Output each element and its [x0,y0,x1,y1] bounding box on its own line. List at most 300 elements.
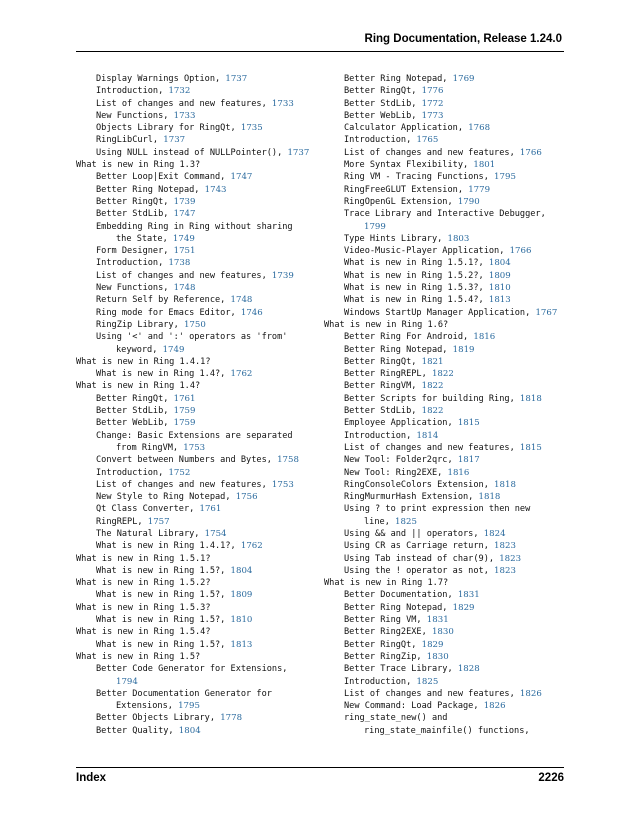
index-entry [324,221,564,233]
index-entry [76,651,316,663]
index-column-right [324,73,564,737]
page-link[interactable]: 1818 [519,393,542,404]
index-entry [324,98,564,110]
page-link[interactable]: 1753 [183,442,206,453]
index-entry [324,147,564,159]
page-link[interactable]: 1759 [173,406,196,417]
index-entry [324,405,564,417]
footer-rule [76,767,564,768]
index-entry-text: Better Ring Notepad, [344,74,453,84]
index-entry-text: What is new in Ring 1.5?, [96,615,231,626]
index-entry-text: Better Ring2EXE, [344,627,432,638]
page-link[interactable]: 1733 [173,110,196,121]
index-entry-text: ring_state_new() and [344,713,448,724]
index-entry-text: Better Trace Library, [344,664,458,675]
index-entry-text: What is new in Ring 1.5.4?, [344,295,489,306]
index-entry [76,282,316,294]
index-entry-text: Using the ! operator as not, [344,565,495,576]
index-entry-text: What is new in Ring 1.4.1? [76,356,211,367]
index-entry-text: Video-Music-Player Application, [344,246,510,257]
page-link[interactable]: 1752 [168,467,191,478]
index-entry-text: Better StdLib, [344,98,422,109]
page-link[interactable]: 1828 [457,664,480,675]
index-entry-text: Better StdLib, [344,406,422,417]
page-link[interactable]: 1778 [220,713,243,724]
index-entry-text: What is new in Ring 1.5?, [96,639,231,650]
index-entry-text: RingREPL, [96,516,148,527]
index-entry [76,344,316,356]
index-entry-text: RingFreeGLUT Extension, [344,184,469,195]
index-entry-text: ring_state_mainfile() functions, [364,725,530,736]
index-entry-text: Introduction, [96,258,169,269]
index-entry-text: RingZip Library, [96,319,184,330]
index-entry-text: What is new in Ring 1.5.1?, [344,258,489,269]
index-entry [324,503,564,515]
index-entry [76,639,316,651]
page-link[interactable]: 1779 [468,184,491,195]
index-entry-text: List of changes and new features, [344,147,520,158]
index-entry-text: Introduction, [344,135,417,146]
page-link[interactable]: 1769 [452,74,475,84]
page-link[interactable]: 1795 [178,701,200,712]
index-entry-text: What is new in Ring 1.6? [324,319,449,330]
index-entry [76,270,316,282]
index-entry-text: Qt Class Converter, [96,504,200,515]
index-entry [324,356,564,368]
index-entry-text: keyword, [116,344,163,355]
index-entry [324,700,564,712]
index-entry [324,454,564,466]
index-entry-text: Better RingQt, [96,393,174,404]
index-entry-text: Using && and || operators, [344,528,484,539]
page-link[interactable]: 1733 [271,98,294,109]
index-entry [324,651,564,663]
index-entry [76,454,316,466]
index-entry-text: More Syntax Flexibility, [344,160,474,171]
page-link[interactable]: 1818 [478,492,501,503]
page-link[interactable]: 1823 [494,541,516,552]
index-column-left [76,73,316,737]
index-entry [76,73,316,85]
index-entry-text: Better RingQt, [344,356,422,367]
index-entry [324,663,564,675]
index-entry [76,110,316,122]
index-entry-text: Introduction, [344,676,417,687]
index-entry [324,491,564,503]
page-link[interactable]: 1751 [173,246,196,257]
index-entry-text: Better WebLib, [96,418,174,429]
index-entry [324,725,564,737]
index-entry [324,245,564,257]
index-entry [76,184,316,196]
index-entry-text: Better Ring For Android, [344,332,474,343]
page-link[interactable]: 1809 [230,590,253,601]
running-header: Ring Documentation, Release 1.24.0 [364,33,562,45]
index-entry [76,257,316,269]
index-entry-text: Better Documentation Generator for [96,688,272,699]
page-link[interactable]: 1822 [421,381,444,392]
page-link[interactable]: 1759 [173,418,196,429]
index-entry [76,503,316,515]
index-entry [324,257,564,269]
index-entry [76,356,316,368]
index-entry [76,307,316,319]
page-link[interactable]: 1824 [483,528,506,539]
index-entry [324,516,564,528]
page-link[interactable]: 1737 [225,74,248,84]
page-link[interactable]: 1747 [173,209,196,220]
page-link[interactable]: 1799 [364,221,386,232]
index-entry [76,319,316,331]
index-entry [324,73,564,85]
index-entry-text: line, [364,516,396,527]
page-link[interactable]: 1818 [494,479,516,490]
page-link[interactable]: 1735 [240,123,263,134]
page-link[interactable]: 1826 [483,701,506,712]
page-link[interactable]: 1803 [447,233,470,244]
page-link[interactable]: 1748 [230,295,253,306]
index-entry [324,712,564,724]
index-entry-text: Introduction, [96,86,169,97]
index-entry-text: Ring VM - Tracing Functions, [344,172,495,183]
index-entry [76,540,316,552]
index-entry [76,577,316,589]
page-link[interactable]: 1822 [431,369,454,380]
page-link[interactable]: 1738 [168,258,191,269]
index-entry [324,565,564,577]
index-entry [324,331,564,343]
index-entry [76,491,316,503]
index-entry [324,528,564,540]
index-entry [76,196,316,208]
page-link[interactable]: 1737 [163,135,186,146]
index-entry-text: Better RingQt, [96,196,174,207]
index-entry [76,393,316,405]
index-entry [324,380,564,392]
index-entry-text: The Natural Library, [96,528,205,539]
index-entry-text: Change: Basic Extensions are separated [96,430,293,441]
page-link[interactable]: 1829 [421,639,444,650]
index-entry-text: Using ? to print expression then new [344,504,531,515]
index-entry [324,134,564,146]
page-link[interactable]: 1794 [116,676,138,687]
index-entry [76,589,316,601]
index-entry-text: Better StdLib, [96,406,174,417]
index-entry [324,442,564,454]
page-link[interactable]: 1830 [426,651,449,662]
index-entry-text: Introduction, [344,430,417,441]
index-entry-text: What is new in Ring 1.3? [76,160,201,171]
page-link[interactable]: 1801 [473,160,496,171]
page-link[interactable]: 1766 [519,147,542,158]
index-entry [324,282,564,294]
page-link[interactable]: 1732 [168,86,191,97]
index-entry [76,626,316,638]
page-link[interactable]: 1829 [452,602,475,613]
index-entry [324,639,564,651]
page-link[interactable]: 1765 [416,135,439,146]
page-link[interactable]: 1749 [172,233,195,244]
index-entry [324,171,564,183]
index-entry [324,208,564,220]
index-entry-text: List of changes and new features, [344,688,520,699]
page-link[interactable]: 1756 [235,492,258,503]
index-entry [76,516,316,528]
index-entry [324,688,564,700]
page-link[interactable]: 1823 [499,553,522,564]
page-link[interactable]: 1804 [230,565,253,576]
index-entry [324,122,564,134]
page-link[interactable]: 1817 [457,455,480,466]
header-rule [76,51,564,52]
index-entry [324,307,564,319]
page-link[interactable]: 1772 [421,98,444,109]
index-entry-text: Return Self by Reference, [96,295,231,306]
index-entry-text: What is new in Ring 1.5.2?, [344,270,489,281]
page-link[interactable]: 1762 [230,369,253,380]
index-entry [324,626,564,638]
index-entry-text: Better RingZip, [344,651,427,662]
index-entry-text: What is new in Ring 1.5? [76,651,201,662]
index-entry [76,565,316,577]
index-entry [324,540,564,552]
page-link[interactable]: 1826 [519,688,542,699]
page-link[interactable]: 1813 [230,639,253,650]
index-entry-text: Embedding Ring in Ring without sharing [96,221,293,232]
page-link[interactable]: 1815 [519,442,542,453]
page-link[interactable]: 1754 [204,528,227,539]
index-entry [324,393,564,405]
index-entry [76,147,316,159]
index-entry-text: List of changes and new features, [344,442,520,453]
index-entry [76,134,316,146]
index-entry-text: What is new in Ring 1.5.3?, [344,283,489,294]
index-entry-text: RingConsoleColors Extension, [344,479,495,490]
page-link[interactable]: 1831 [457,590,480,601]
index-entry-text: Introduction, [96,467,169,478]
index-entry-text: What is new in Ring 1.4? [76,381,201,392]
page-link[interactable]: 1739 [173,196,196,207]
index-entry [324,467,564,479]
index-entry [76,98,316,110]
index-entry-text: New Style to Ring Notepad, [96,492,236,503]
index-entry [324,159,564,171]
index-entry [76,417,316,429]
index-entry [324,430,564,442]
index-entry [76,430,316,442]
index-entry-text: List of changes and new features, [96,479,272,490]
index-entry [76,221,316,233]
page-link[interactable]: 1810 [488,283,511,294]
page-link[interactable]: 1743 [204,184,227,195]
page-link[interactable]: 1795 [494,172,516,183]
page-link[interactable]: 1804 [488,258,511,269]
index-entry [76,479,316,491]
index-entry [76,528,316,540]
index-entry-text: RingLibCurl, [96,135,164,146]
index-entry [324,85,564,97]
index-entry-text: What is new in Ring 1.5?, [96,590,231,601]
index-entry-text: Better WebLib, [344,110,422,121]
page-link[interactable]: 1767 [535,307,558,318]
page-link[interactable]: 1758 [277,455,299,466]
index-entry [324,270,564,282]
index-entry [76,467,316,479]
page-link[interactable]: 1804 [178,725,201,736]
page-link[interactable]: 1761 [173,393,196,404]
index-entry-text: Better Scripts for building Ring, [344,393,520,404]
index-entry-text: Better Ring Notepad, [96,184,205,195]
index-entry [324,676,564,688]
index-entry [76,331,316,343]
index-entry [76,208,316,220]
page-link[interactable]: 1776 [421,86,444,97]
index-entry-text: Better Loop|Exit Command, [96,172,231,183]
running-footer [76,772,564,784]
index-entry [76,553,316,565]
index-entry-text: Better Code Generator for Extensions, [96,664,288,675]
page-link[interactable]: 1822 [421,406,444,417]
page-link[interactable]: 1746 [240,307,263,318]
index-entry [324,589,564,601]
index-entry-text: Type Hints Library, [344,233,448,244]
page-link[interactable]: 1825 [395,516,417,527]
index-entry-text: Employee Application, [344,418,458,429]
page-link[interactable]: 1813 [488,295,511,306]
index-entry-text: New Tool: Folder2qrc, [344,455,458,466]
index-entry-text: Better StdLib, [96,209,174,220]
index-entry [324,479,564,491]
index-entry-text: Convert between Numbers and Bytes, [96,455,278,466]
index-entry-text: What is new in Ring 1.5.1? [76,553,211,564]
index-entry-text: Better RingREPL, [344,369,432,380]
index-entry [76,368,316,380]
index-entry-text: New Functions, [96,110,174,121]
index-entry [76,712,316,724]
index-entry-text: Better RingVM, [344,381,422,392]
index-entry [76,442,316,454]
index-entry-text: What is new in Ring 1.5?, [96,565,231,576]
index-entry-text: What is new in Ring 1.5.2? [76,578,211,589]
index-entry [76,700,316,712]
page-link[interactable]: 1761 [199,504,222,515]
index-entry-text: Better Quality, [96,725,179,736]
page-link[interactable]: 1753 [271,479,294,490]
index-entry-text: New Tool: Ring2EXE, [344,467,448,478]
page-link[interactable]: 1831 [426,615,449,626]
index-entry [324,602,564,614]
index-entry [324,233,564,245]
index-entry [76,663,316,675]
page-link[interactable]: 1737 [287,147,310,158]
index-entry [76,294,316,306]
page-link[interactable]: 1823 [494,565,516,576]
index-entry-text: Trace Library and Interactive Debugger, [344,209,546,220]
page-link[interactable]: 1815 [457,418,480,429]
page-link[interactable]: 1821 [421,356,444,367]
index-entry-text: RingOpenGL Extension, [344,196,458,207]
index-entry-text: the State, [116,233,173,244]
index-entry [324,196,564,208]
index-entry [76,602,316,614]
index-entry-text: What is new in Ring 1.5.4? [76,627,211,638]
page-link[interactable]: 1809 [488,270,511,281]
index-entry-text: List of changes and new features, [96,98,272,109]
page-link[interactable]: 1810 [230,615,253,626]
index-entry [76,159,316,171]
index-entry-text: Display Warnings Option, [96,74,226,84]
index-entry-text: RingMurmurHash Extension, [344,492,479,503]
index-entry [324,110,564,122]
index-entry-text: Using Tab instead of char(9), [344,553,500,564]
page-link[interactable]: 1816 [447,467,470,478]
index-entry [324,319,564,331]
index-entry [324,294,564,306]
page-link[interactable]: 1757 [147,516,170,527]
index-entry [324,577,564,589]
index-entry [76,122,316,134]
page-link[interactable]: 1790 [457,196,480,207]
page-link[interactable]: 1773 [421,110,444,121]
index-entry-text: What is new in Ring 1.5.3? [76,602,211,613]
index-entry-text: Extensions, [116,701,179,712]
page-link[interactable]: 1747 [230,172,253,183]
page-link[interactable]: 1768 [468,123,491,134]
page-link[interactable]: 1748 [173,283,196,294]
index-entry [76,245,316,257]
page-link[interactable]: 1762 [240,541,263,552]
index-entry [76,614,316,626]
index-entry [76,405,316,417]
index-entry [324,553,564,565]
index-entry-text: Calculator Application, [344,123,469,134]
index-entry [324,344,564,356]
index-entry-text: New Functions, [96,283,174,294]
index-entry [324,184,564,196]
index-entry [76,380,316,392]
index-entry-text: Using NULL instead of NULLPointer(), [96,147,288,158]
index-entry-text: Objects Library for RingQt, [96,123,241,134]
index-entry [324,368,564,380]
index-entry-text: from RingVM, [116,442,184,453]
index-entry [76,85,316,97]
page-link[interactable]: 1819 [452,344,475,355]
page-link[interactable]: 1739 [271,270,294,281]
index-entry [76,725,316,737]
page-link[interactable]: 1750 [183,319,206,330]
index-entry-text: Better Ring Notepad, [344,344,453,355]
index-entry-text: Better Ring VM, [344,615,427,626]
index-entry [324,417,564,429]
index-entry-text: Ring mode for Emacs Editor, [96,307,241,318]
index-entry-text: What is new in Ring 1.4?, [96,369,231,380]
index-entry-text: New Command: Load Package, [344,701,484,712]
index-entry [76,171,316,183]
index-entry-text: List of changes and new features, [96,270,272,281]
page-link[interactable]: 1816 [473,332,496,343]
page-link[interactable]: 1749 [162,344,185,355]
page-link[interactable]: 1830 [431,627,454,638]
page-link[interactable]: 1766 [509,246,532,257]
index-entry-text: Better Objects Library, [96,713,221,724]
page-link[interactable]: 1825 [416,676,439,687]
index-entry-text: Better Documentation, [344,590,458,601]
footer-section: Index [76,772,107,784]
index-entry [76,688,316,700]
index-entry [76,676,316,688]
page-link[interactable]: 1814 [416,430,439,441]
index-entry-text: Form Designer, [96,246,174,257]
